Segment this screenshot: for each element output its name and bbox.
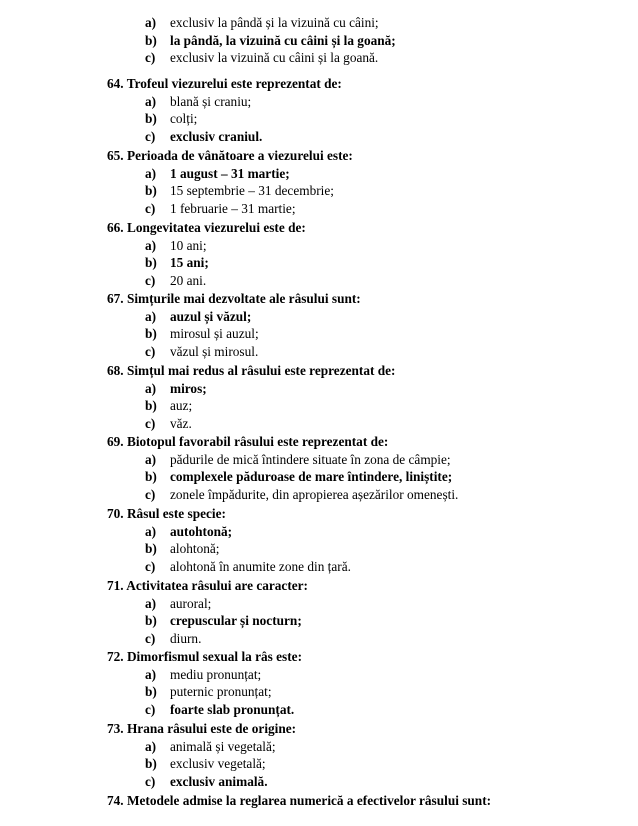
answer-text: mirosul și auzul;: [170, 326, 259, 342]
answer-letter: a): [145, 380, 157, 396]
answer-a: [145, 666, 627, 684]
answer-letter: a): [145, 165, 157, 181]
answer-a: [145, 380, 627, 398]
answer-text: alohtonă în anumite zone din țară.: [170, 558, 351, 574]
answer-a: [145, 738, 627, 756]
answer-b: [145, 110, 627, 128]
question-title: 67. Simțurile mai dezvoltate ale râsului sunt:: [107, 291, 361, 306]
answer-letter: c): [145, 486, 156, 502]
answer-letter: a): [145, 237, 157, 253]
answer-b: [145, 254, 627, 272]
answer-text: văz.: [170, 415, 192, 431]
question-title: 69. Biotopul favorabil râsului este reprezentat de:: [107, 434, 389, 449]
answer-letter: c): [145, 343, 156, 359]
answer-c: [145, 773, 627, 791]
answer-text: 10 ani;: [170, 237, 207, 253]
answer-text: pădurile de mică întindere situate în zona de câmpie;: [170, 451, 451, 467]
answer-text: exclusiv vegetală;: [170, 756, 266, 772]
answer-letter: a): [145, 93, 157, 109]
question-title: 64. Trofeul viezurelui este reprezentat de:: [107, 76, 342, 91]
answer-letter: b): [145, 183, 157, 199]
answer-letter: a): [145, 451, 157, 467]
answer-letter: b): [145, 398, 157, 414]
answer-letter: c): [145, 415, 156, 431]
answer-text: auzul și văzul;: [170, 308, 252, 324]
answer-b: [145, 468, 627, 486]
answer-letter: c): [145, 630, 156, 646]
answer-a: [145, 93, 627, 111]
answer-c: [145, 343, 627, 361]
answer-text: mediu pronunțat;: [170, 666, 262, 682]
answer-letter: c): [145, 272, 156, 288]
question-66: [107, 219, 627, 289]
answer-letter: b): [145, 111, 157, 127]
question-title: 71. Activitatea râsului are caracter:: [107, 578, 308, 593]
answer-letter: c): [145, 50, 156, 66]
answer-text: exclusiv craniul.: [170, 128, 263, 144]
question-64: [107, 75, 627, 145]
answer-text: miros;: [170, 380, 207, 396]
answer-b: [145, 32, 627, 50]
question-title: 65. Perioada de vânătoare a viezurelui este:: [107, 148, 353, 163]
answer-a: [145, 165, 627, 183]
answer-letter: b): [145, 541, 157, 557]
answer-text: diurn.: [170, 630, 202, 646]
answer-b: [145, 755, 627, 773]
answer-c: [145, 558, 627, 576]
answer-a: [145, 451, 627, 469]
question-title: 68. Simțul mai redus al râsului este reprezentat de:: [107, 363, 396, 378]
answer-letter: c): [145, 128, 156, 144]
answer-c: [145, 701, 627, 719]
answer-letter: a): [145, 308, 157, 324]
answer-b: [145, 397, 627, 415]
answer-letter: a): [145, 666, 157, 682]
question-68: [107, 362, 627, 432]
answer-c: [145, 415, 627, 433]
question-65: [107, 147, 627, 217]
answer-b: [145, 683, 627, 701]
answer-c: [145, 49, 627, 67]
question-70: [107, 505, 627, 575]
answer-text: exclusiv la pândă și la vizuină cu câini;: [170, 15, 379, 30]
answer-text: colți;: [170, 111, 198, 127]
answer-text: 20 ani.: [170, 272, 207, 288]
question-title: 66. Longevitatea viezurelui este de:: [107, 220, 306, 235]
answer-letter: a): [145, 595, 157, 611]
answer-text: 1 august – 31 martie;: [170, 165, 290, 181]
answer-text: foarte slab pronunțat.: [170, 701, 295, 717]
question-69: [107, 433, 627, 503]
answer-c: [145, 630, 627, 648]
question-title: 72. Dimorfismul sexual la râs este:: [107, 649, 302, 664]
answer-a: [145, 237, 627, 255]
answer-letter: c): [145, 701, 156, 717]
answer-text: auroral;: [170, 595, 212, 611]
answer-letter: b): [145, 756, 157, 772]
answer-text: 15 septembrie – 31 decembrie;: [170, 183, 334, 199]
question-72: [107, 648, 627, 718]
answer-c: [145, 272, 627, 290]
answer-letter: b): [145, 32, 157, 48]
answer-text: autohtonă;: [170, 523, 233, 539]
answer-letter: b): [145, 684, 157, 700]
answer-text: puternic pronunțat;: [170, 684, 272, 700]
answer-b: [145, 182, 627, 200]
answer-letter: a): [145, 15, 157, 30]
answer-b: [145, 325, 627, 343]
answer-text: auz;: [170, 398, 193, 414]
answer-c: [145, 486, 627, 504]
answer-letter: b): [145, 469, 157, 485]
answer-letter: b): [145, 255, 157, 271]
answer-text: blană și craniu;: [170, 93, 252, 109]
question-title: 70. Râsul este specie:: [107, 506, 226, 521]
answer-b: [145, 612, 627, 630]
answer-a: [145, 595, 627, 613]
answer-letter: a): [145, 738, 157, 754]
answer-letter: a): [145, 523, 157, 539]
answer-letter: b): [145, 326, 157, 342]
question-title: 73. Hrana râsului este de origine:: [107, 721, 297, 736]
answer-letter: c): [145, 200, 156, 216]
answer-a: [145, 308, 627, 326]
answer-b: [145, 540, 627, 558]
answer-letter: c): [145, 773, 156, 789]
answer-text: exclusiv animală.: [170, 773, 268, 789]
answer-text: complexele păduroase de mare întindere, liniștite;: [170, 469, 453, 485]
question-73: [107, 720, 627, 790]
answer-letter: c): [145, 558, 156, 574]
question-67: [107, 290, 627, 360]
answer-text: animală și vegetală;: [170, 738, 276, 754]
answer-c: [145, 200, 627, 218]
answer-text: 1 februarie – 31 martie;: [170, 200, 296, 216]
answer-text: 15 ani;: [170, 255, 209, 271]
answer-c: [145, 128, 627, 146]
answer-text: văzul și mirosul.: [170, 343, 259, 359]
answer-a: [145, 523, 627, 541]
question-63-continued: [107, 14, 627, 67]
answer-text: zonele împădurite, din apropierea așezărilor omenești.: [170, 486, 459, 502]
answer-text: exclusiv la vizuină cu câini și la goană.: [170, 50, 379, 66]
question-74: [107, 792, 627, 810]
answer-text: alohtonă;: [170, 541, 220, 557]
answer-text: crepuscular și nocturn;: [170, 613, 302, 629]
answer-a: [145, 14, 627, 32]
question-71: [107, 577, 627, 647]
question-title: 74. Metodele admise la reglarea numerică a efectivelor râsului sunt:: [107, 793, 492, 808]
answer-text: la pândă, la vizuină cu câini și la goană;: [170, 32, 396, 48]
answer-letter: b): [145, 613, 157, 629]
